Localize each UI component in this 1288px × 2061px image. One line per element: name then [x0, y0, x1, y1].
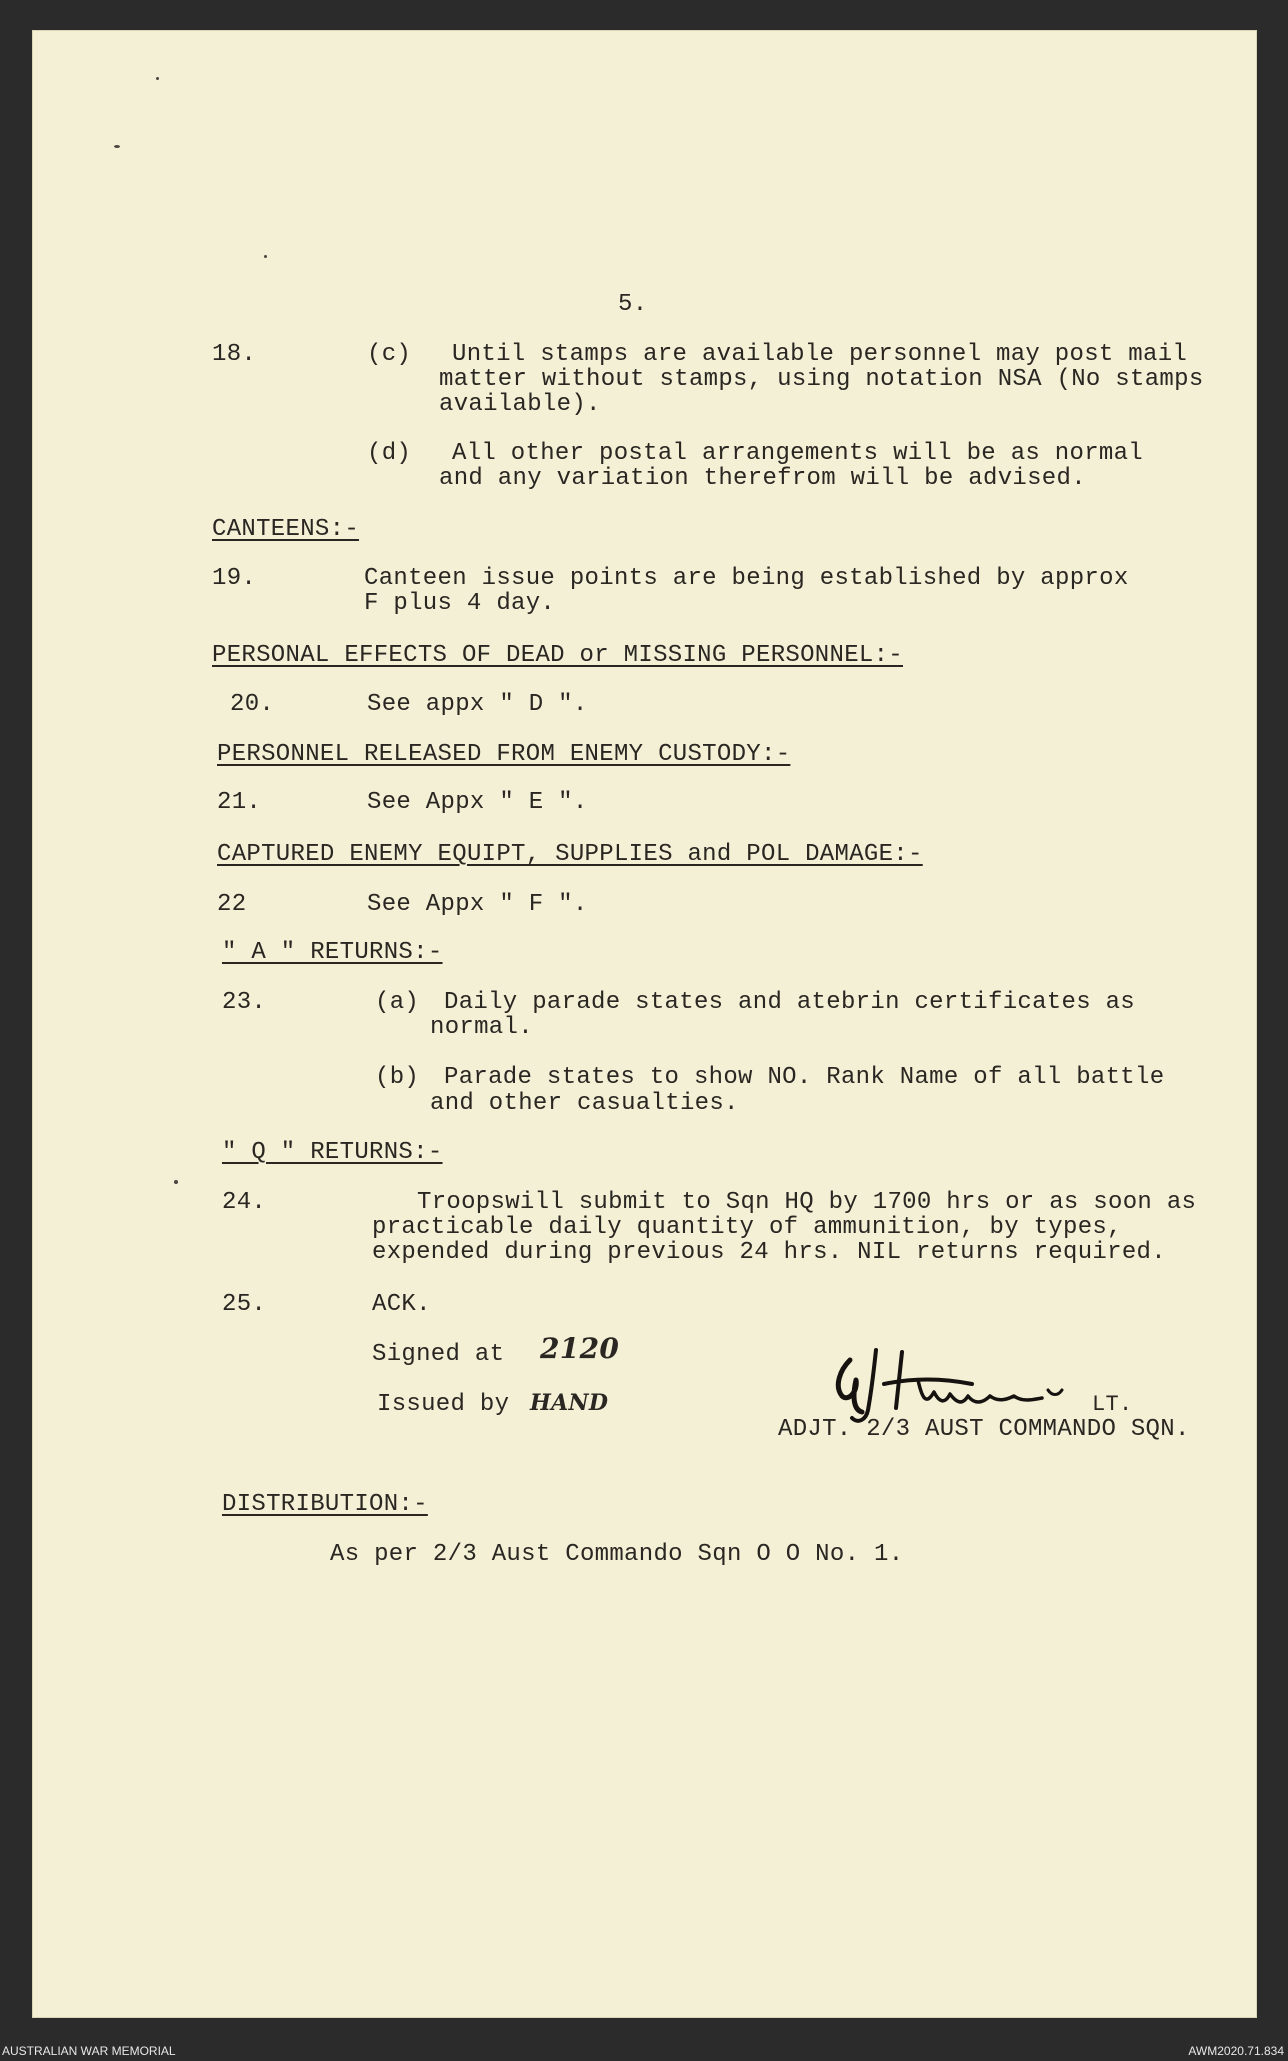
body-text: Daily parade states and atebrin certificates as — [444, 989, 1136, 1016]
item-number: 18. — [212, 341, 257, 368]
item-number: 23. — [222, 989, 267, 1016]
body-text: matter without stamps, using notation NSA (No stamps — [439, 366, 1204, 393]
signatory-rank: LT. — [1092, 1392, 1133, 1417]
section-heading: " A " RETURNS:- — [222, 939, 443, 966]
body-text: See appx " D ". — [367, 691, 588, 718]
item-number: 24. — [222, 1189, 267, 1216]
body-text: and any variation therefrom will be advised. — [439, 465, 1086, 492]
body-text: All other postal arrangements will be as normal — [452, 440, 1144, 467]
section-heading: CAPTURED ENEMY EQUIPT, SUPPLIES and POL DAMAGE:- — [217, 841, 923, 868]
issued-label: Issued by — [377, 1391, 510, 1418]
body-text: normal. — [430, 1014, 533, 1041]
body-text: See Appx " F ". — [367, 891, 588, 918]
document-page — [32, 30, 1257, 2018]
item-number: 22 — [217, 891, 247, 918]
body-text: practicable daily quantity of ammunition, by types, — [372, 1214, 1122, 1241]
section-heading: CANTEENS:- — [212, 516, 360, 543]
sub-item-label: (a) — [375, 989, 420, 1016]
page-number: 5. — [618, 291, 648, 318]
body-text: Troopswill submit to Sqn HQ by 1700 hrs or as soon as — [417, 1189, 1197, 1216]
sub-item-label: (c) — [367, 341, 412, 368]
item-number: 25. — [222, 1291, 267, 1318]
archive-footer-left: AUSTRALIAN WAR MEMORIAL — [2, 2044, 176, 2058]
sub-item-label: (b) — [375, 1064, 420, 1091]
section-heading: PERSONAL EFFECTS OF DEAD or MISSING PERSONNEL:- — [212, 642, 904, 669]
body-text: See Appx " E ". — [367, 789, 588, 816]
distribution-text: As per 2/3 Aust Commando Sqn O O No. 1. — [330, 1541, 904, 1568]
body-text: F plus 4 day. — [364, 590, 556, 617]
item-number: 19. — [212, 565, 257, 592]
ink-speck — [174, 1180, 178, 1184]
body-text: Until stamps are available personnel may post mail — [452, 341, 1188, 368]
item-number: 21. — [217, 789, 262, 816]
section-heading: " Q " RETURNS:- — [222, 1139, 443, 1166]
signed-value: 2120 — [540, 1332, 620, 1365]
body-text: and other casualties. — [430, 1090, 739, 1117]
signatory-title: ADJT. 2/3 AUST COMMANDO SQN. — [778, 1416, 1190, 1443]
body-text: expended during previous 24 hrs. NIL returns required. — [372, 1239, 1166, 1266]
ink-speck — [114, 145, 120, 148]
ink-speck — [264, 255, 267, 258]
body-text: ACK. — [372, 1291, 431, 1318]
issued-value: HAND — [530, 1390, 609, 1416]
body-text: Parade states to show NO. Rank Name of all battle — [444, 1064, 1165, 1091]
section-heading: DISTRIBUTION:- — [222, 1491, 428, 1518]
archive-footer-right: AWM2020.71.834 — [1188, 2044, 1284, 2058]
body-text: Canteen issue points are being established by approx — [364, 565, 1129, 592]
sub-item-label: (d) — [367, 440, 412, 467]
body-text: available). — [439, 391, 601, 418]
section-heading: PERSONNEL RELEASED FROM ENEMY CUSTODY:- — [217, 741, 791, 768]
signed-label: Signed at — [372, 1341, 505, 1368]
item-number: 20. — [230, 691, 275, 718]
ink-speck — [156, 77, 159, 80]
